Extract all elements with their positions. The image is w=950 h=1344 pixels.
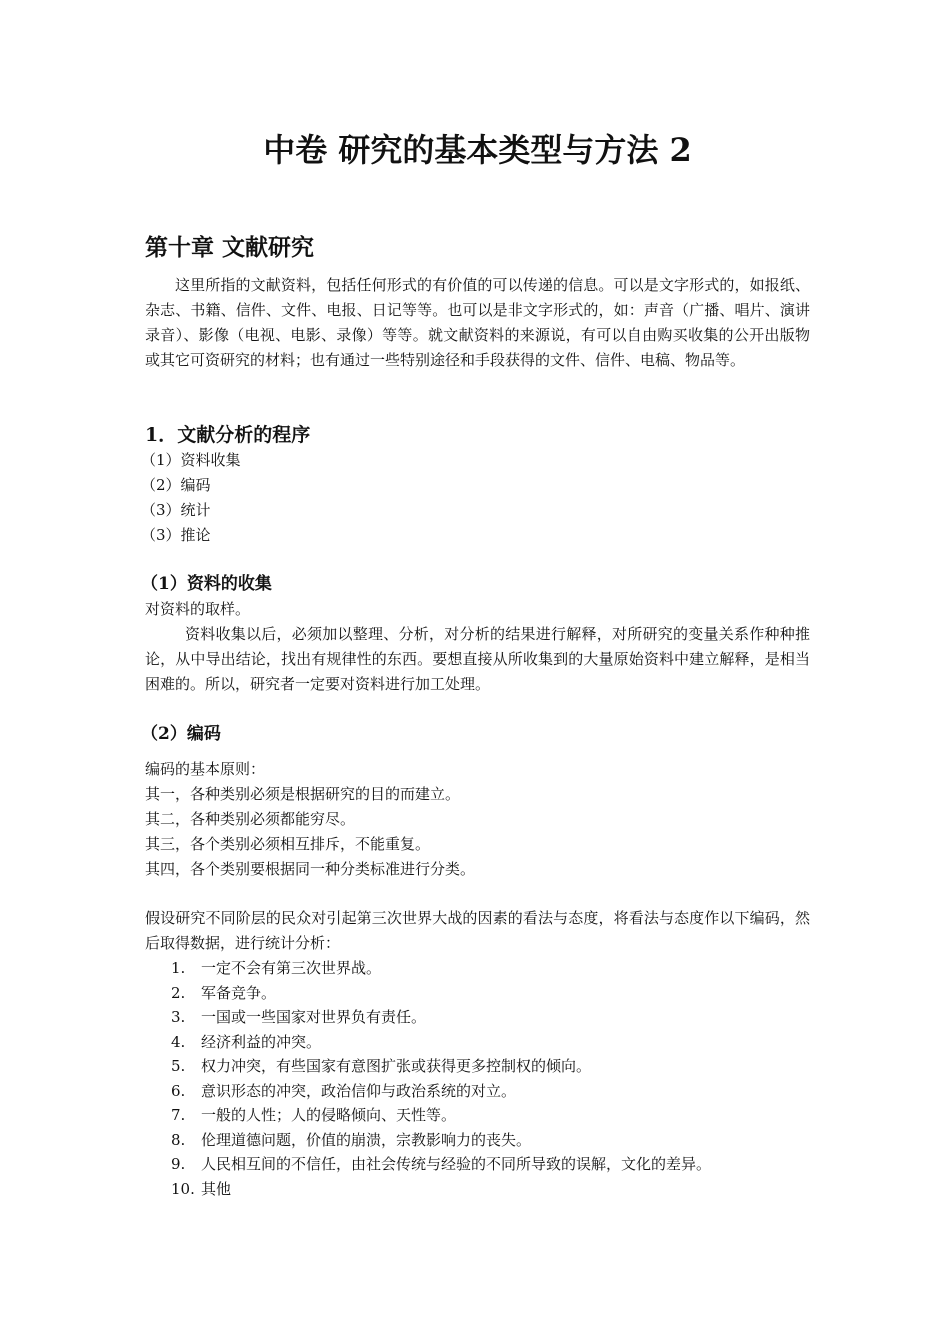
list-item <box>145 1079 810 1104</box>
list-number: 7. <box>171 1106 186 1124</box>
procedure-step: （3）推论 <box>141 526 211 544</box>
example-intro: 假设研究不同阶层的民众对引起第三次世界大战的因素的看法与态度，将看法与态度作以下编码，然后取得数据，进行统计分析： <box>145 909 810 952</box>
principle-item: 其三，各个类别必须相互排斥，不能重复。 <box>145 835 431 853</box>
procedure-step: （3）统计 <box>141 501 211 519</box>
section-coding-heading: （2）编码 <box>141 724 221 744</box>
section-procedure <box>141 422 810 548</box>
list-item <box>145 1128 810 1153</box>
list-number: 1. <box>171 959 186 977</box>
list-number: 2. <box>171 983 186 1002</box>
list-text: 意识形态的冲突，政治信仰与政治系统的对立。 <box>201 1081 517 1100</box>
list-item <box>145 1103 810 1128</box>
list-item <box>145 1177 810 1202</box>
chapter-heading: 第十章 文献研究 <box>145 234 315 261</box>
principles-intro: 编码的基本原则： <box>145 760 266 778</box>
document-title: 中卷 研究的基本类型与方法 2 <box>263 131 692 169</box>
collection-paragraph: 资料收集以后，必须加以整理、分析，对分析的结果进行解释，对所研究的变量关系作种种推论，从中导出结论，找出有规律性的东西。要想直接从所收集到的大量原始资料中建立解释，是相当困难的。所以，研究者一定要对资料进行加工处理。 <box>145 625 810 693</box>
principle-item: 其四，各个类别要根据同一种分类标准进行分类。 <box>145 860 476 878</box>
list-item <box>145 1152 810 1177</box>
list-text: 一国或一些国家对世界负有责任。 <box>201 1008 427 1026</box>
intro-paragraph: 这里所指的文献资料，包括任何形式的有价值的可以传递的信息。可以是文字形式的，如报纸、杂志、书籍、信件、文件、电报、日记等等。也可以是非文字形式的，如：声音（广播、唱片、演讲录音）、影像（电视、电影、录像）等等。就文献资料的来源说，有可以自由购买收集的公开出版物或其它可资研究的材料；也有通过一些特别途径和手段获得的文件、信件、电稿、物品等。 <box>145 276 810 369</box>
list-text: 军备竞争。 <box>201 983 277 1002</box>
list-item <box>145 1005 810 1030</box>
section-coding <box>141 721 810 1201</box>
list-text: 一般的人性；人的侵略倾向、天性等。 <box>201 1106 457 1124</box>
list-item <box>145 1054 810 1079</box>
list-text: 其他 <box>201 1179 232 1198</box>
section-procedure-heading: 1．文献分析的程序 <box>145 424 311 446</box>
list-number: 3. <box>171 1008 186 1026</box>
section-collection-heading: （1）资料的收集 <box>141 574 272 594</box>
list-text: 经济利益的冲突。 <box>201 1032 322 1051</box>
principle-item: 其二，各种类别必须都能穷尽。 <box>145 810 356 828</box>
list-item <box>145 1030 810 1055</box>
list-number: 4. <box>171 1032 186 1051</box>
list-item <box>145 956 810 981</box>
procedure-step: （1）资料收集 <box>141 451 241 469</box>
section-collection <box>141 571 810 697</box>
list-number: 8. <box>171 1130 186 1149</box>
list-number: 9. <box>171 1155 186 1173</box>
coding-list <box>145 956 810 1201</box>
list-text: 伦理道德问题，价值的崩溃，宗教影响力的丧失。 <box>201 1130 532 1149</box>
list-item <box>145 981 810 1006</box>
list-text: 人民相互间的不信任，由社会传统与经验的不同所导致的误解，文化的差异。 <box>201 1155 712 1173</box>
list-text: 一定不会有第三次世界战。 <box>201 959 382 977</box>
list-number: 10. <box>171 1179 195 1198</box>
list-number: 5. <box>171 1057 186 1075</box>
principle-item: 其一，各种类别必须是根据研究的目的而建立。 <box>145 785 461 803</box>
list-number: 6. <box>171 1081 186 1100</box>
procedure-step: （2）编码 <box>141 476 211 494</box>
collection-line: 对资料的取样。 <box>145 600 251 618</box>
list-text: 权力冲突，有些国家有意图扩张或获得更多控制权的倾向。 <box>201 1057 592 1075</box>
